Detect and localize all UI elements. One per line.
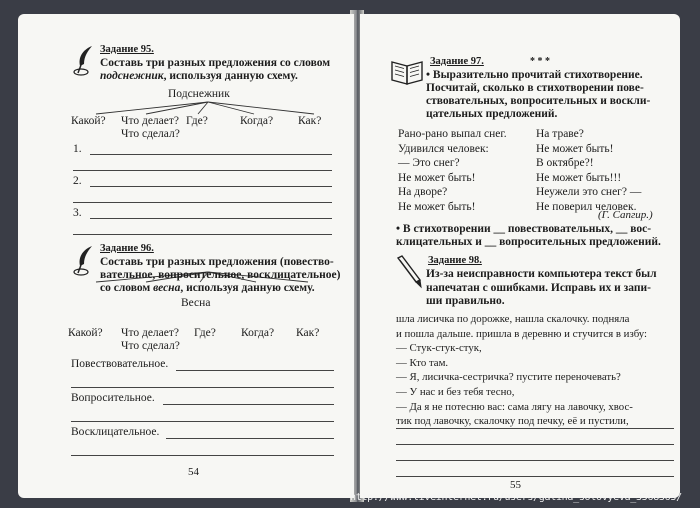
task98-text-line: тик под лавочку, скалочку под печку, её и пустили, <box>396 415 629 428</box>
answer-line <box>166 438 334 439</box>
scheme96-sub: Что сделал? <box>121 340 180 352</box>
scheme96-q2: Что делает? <box>121 327 180 339</box>
task95-item1: 1. <box>73 143 82 155</box>
answer-line <box>73 170 332 171</box>
quill-pen-icon <box>72 244 98 278</box>
poem-line: Не может быть!!! <box>536 171 622 184</box>
label-exclamatory: Восклицательное. <box>71 426 160 438</box>
scheme96-q4: Когда? <box>241 327 275 339</box>
scheme95-q5: Как? <box>298 115 322 127</box>
scheme96-q5: Как? <box>296 327 320 339</box>
answer-line <box>396 476 674 477</box>
answer-line <box>71 421 334 422</box>
task97-title: Задание 97. <box>430 56 484 67</box>
answer-line <box>396 460 674 461</box>
task98-text-line: — Я, лисичка-сестричка? пустите переночевать? <box>396 371 621 384</box>
poem-line: Неужели это снег? — <box>536 186 642 198</box>
task98-instruction <box>426 268 680 309</box>
task98-text <box>396 312 680 429</box>
poem-line: Не поверил человек. <box>536 200 637 213</box>
task98-instruction-line: напечатан с ошибками. Исправь их и запи- <box>426 281 651 294</box>
task95-item2: 2. <box>73 175 82 187</box>
scheme96-q3: Где? <box>194 327 216 339</box>
task98-instruction-line: ши правильно. <box>426 295 505 307</box>
poem-line: На дворе? <box>398 186 448 198</box>
task97-question-line: клицательных и __ вопросительных предложений. <box>396 236 661 248</box>
scheme95-sub: Что сделал? <box>121 128 180 140</box>
task98-text-line: — Да я не потесню вас: сама лягу на лавочку, хвос- <box>396 400 633 413</box>
task98-text-line: и пошла дальше. пришла в деревню и стучится в избу: <box>396 327 648 340</box>
task97-line: • Выразительно прочитай стихотворение. <box>426 69 643 81</box>
poem-line: Не может быть! <box>398 171 476 184</box>
task97-question-line: • В стихотворении __ повествовательных, __ вос- <box>396 223 652 235</box>
answer-line <box>71 387 334 388</box>
right-page <box>360 14 680 498</box>
watermark-url: http://www.liveinternet.ru/users/galina_solovyeva_3568363/ <box>350 492 682 503</box>
answer-line <box>73 202 332 203</box>
poem-line: Не может быть! <box>398 200 476 213</box>
task96-keyword: весна <box>153 282 181 294</box>
task97-text <box>426 69 676 121</box>
page-number: 55 <box>510 479 521 491</box>
left-page <box>18 14 354 498</box>
scheme95-q2: Что делает? <box>121 115 180 127</box>
poem-stars: * * * <box>530 56 550 67</box>
scheme95-root: Подснежник <box>168 88 230 100</box>
poem-line: Удивился человек: <box>398 142 489 155</box>
task98-text-line: — Стук-стук-стук, <box>396 342 482 355</box>
task96-text <box>100 256 354 295</box>
answer-line <box>90 154 332 155</box>
task96-text-line3c: , используя данную схему. <box>180 282 315 294</box>
task97-question <box>396 223 680 249</box>
poem-line: Не может быть! <box>536 142 614 155</box>
answer-line <box>71 455 334 456</box>
scheme96-q1: Какой? <box>68 327 103 339</box>
poem-column-2 <box>536 127 641 214</box>
poem-line: — Это снег? <box>398 157 460 169</box>
poem-line: В октябре?! <box>536 157 594 169</box>
task96-text-line3a: со словом <box>100 282 154 294</box>
task95-item3: 3. <box>73 207 82 219</box>
task97-line: ствовательных, вопросительных и воскли- <box>426 95 651 107</box>
task98-text-line: шла лисичка по дорожке, нашла скалочку. подняла <box>396 313 630 325</box>
scheme95-q3: Где? <box>186 115 208 127</box>
answer-line <box>90 186 332 187</box>
task95-text-line1: Составь три разных предложения со словом <box>100 57 331 69</box>
task96-title: Задание 96. <box>100 243 154 254</box>
answer-line <box>163 404 334 405</box>
poem-author: (Г. Сапгир.) <box>598 209 653 221</box>
open-book-icon <box>390 56 426 86</box>
task95-text-line2: , используя данную схему. <box>163 70 298 82</box>
scheme96-root: Весна <box>181 297 211 309</box>
answer-line <box>90 218 332 219</box>
scheme95-q4: Когда? <box>240 115 274 127</box>
task96-text-line1: Составь три разных предложения (повество- <box>100 256 334 268</box>
task95-keyword: подснежник <box>100 70 164 82</box>
answer-line <box>176 370 334 371</box>
label-interrogative: Вопросительное. <box>71 392 155 404</box>
scheme95-q1: Какой? <box>71 115 106 127</box>
task98-text-line: — Кто там. <box>396 356 449 369</box>
task98-instruction-line: Из-за неисправности компьютера текст был <box>426 268 657 280</box>
task95-title: Задание 95. <box>100 44 154 55</box>
task98-title: Задание 98. <box>428 255 482 266</box>
poem-column-1 <box>398 127 507 214</box>
answer-line <box>396 444 674 445</box>
page-number: 54 <box>188 466 199 478</box>
poem-line: Рано-рано выпал снег. <box>398 128 507 140</box>
task97-line: Посчитай, сколько в стихотворении пове- <box>426 82 644 94</box>
answer-line <box>396 428 674 429</box>
label-declarative: Повествовательное. <box>71 358 169 370</box>
task97-line: цательных предложений. <box>426 108 558 120</box>
answer-line <box>73 234 332 235</box>
task96-text-line2: вательное, вопросительное, восклицательное) <box>100 269 341 281</box>
poem-line: На траве? <box>536 128 584 140</box>
task98-text-line: — У нас и без тебя тесно, <box>396 385 515 398</box>
pencil-icon <box>394 254 424 290</box>
